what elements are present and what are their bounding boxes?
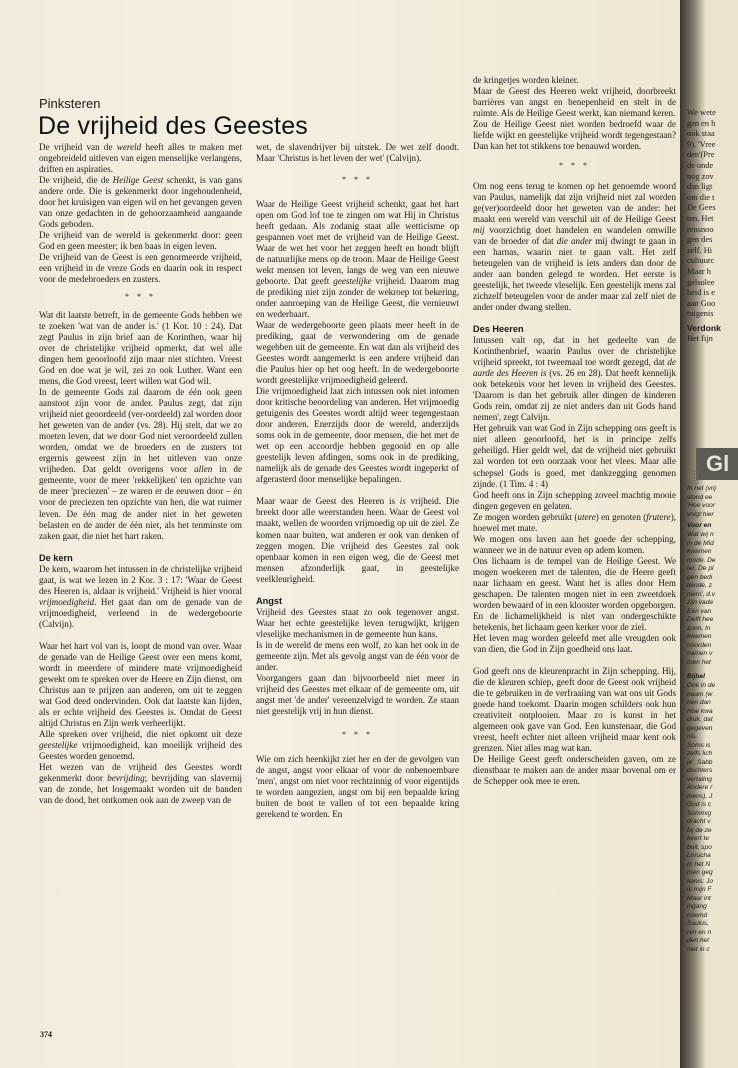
paragraph: de kringetjes worden kleiner. [473,75,579,85]
paragraph: Vrijheid des Geestes staat zo ook tegenover angst. Waar het echte geestelijke leven terugwijkt, krijgen vleselijke mechanismen in de gemeente hun kans. [256,606,459,639]
adjacent-text-line: gen en h [687,118,716,128]
paragraph: Ons lichaam is de tempel van de Heilige Geest. We mogen woekeren met de talenten, die de Heere geeft naar lichaam en geest. Want het is alles door Hem geschapen. De talenten mogen niet in een zweetdoek worden bewaard of in een klooster worden opgeborgen. En de lichamelijkheid is niet van ondergeschikte betekenis, het lichaam geen kerker voor de ziel. [473,555,676,632]
section-divider: * * * [342,729,373,739]
halftone-dots [690,470,698,484]
paragraph: De vrijheid van de Geest is een genormeerde vrijheid, een vrijheid in de vreze Gods en daarin ook in respect voor de medebroeders en zusters. [39,252,242,285]
adjacent-text-line: Lorucha [687,852,711,859]
adjacent-text-line: toen het [687,658,711,666]
column-1 [39,142,242,806]
adjacent-text-line: zijn vade [687,599,714,606]
adjacent-text-line: 9). 'Vree [687,139,716,149]
adjacent-text-line: dracht v [687,818,711,825]
paragraph: Wie om zich heenkijkt ziet her en der de gevolgen van de angst, angst voor elkaar of voor de onbenoembare 'men', angst om niet voor rechtzinnig of voor eigentijds te worden aangezien, angst om bij een bepaalde kring buiten de boot te vallen of tot een bepaalde kring gerekend te worden. En [256,753,459,819]
adjacent-text-line: In het N [687,860,711,868]
adjacent-text-line: zoon. In [687,624,711,632]
adjacent-text-line: gegeven [687,724,713,732]
adjacent-text-line: kwamen [687,633,712,640]
adjacent-text-line: dan ligt [687,182,713,192]
adjacent-text-line: tuigenis [687,309,714,319]
adjacent-text-line: om die t [687,192,715,202]
adjacent-text-line: keert te [687,835,709,842]
adjacent-text-line: We wete [687,108,716,117]
paragraph: Ze mogen worden gebruikt (utere) en genoten (frutere), hoewel met mate. [473,511,676,533]
adjacent-text-line: de onde [687,160,714,170]
paragraph: God heeft ons in Zijn schepping zoveel machtig mooie dingen gegeven en gelaten. [473,489,676,511]
adjacent-text-line: den het [687,937,709,944]
adjacent-text-line: bij de ze [687,826,712,834]
adjacent-text-line: den'(Pre [687,150,715,160]
paragraph: De vrijheid van de wereld heeft alles te maken met ongebreideld uitleven van eigen menselijke verlangens, driften en aspiraties. [39,142,242,175]
adjacent-intro [687,485,738,519]
adjacent-text-line: zelfs lich [687,750,713,757]
adjacent-text-line: In het (vrij [687,485,716,492]
adjacent-subheading-verdonk: Verdonk [687,323,721,333]
page-number: 374 [40,1030,52,1039]
adjacent-text-line: is mijn F [687,886,712,893]
paragraph: De vrijheid van de wereld is gekenmerkt door: geen God en geen meester; ik ben baas in eigen leven. [39,230,242,252]
adjacent-text-line: ingang [687,903,707,910]
adjacent-text-line: Maar h [687,266,711,276]
adjacent-text-line: Delft hee [687,616,714,623]
adjacent-text-line: nog zov [687,171,714,181]
adjacent-text-line: heid is e [687,288,715,298]
adjacent-text-line: ren en n [687,928,712,936]
adjacent-text-line: Hoe kwa [687,707,713,715]
adjacent-text-line: naam (w [687,690,713,698]
paragraph: Het gebruik van wat God in Zijn schepping ons geeft is niet alleen geoorloofd, het is in principe zelfs geheiligd. Hier geldt wel, dat de vrijheid niet gebruikt zal worden tot een oorzaak voor het vlees. Maar alle schepsel Gods is goed, met dankzegging genomen zijnde. (1 Tim. 4 : 4) [473,423,676,489]
adjacent-text-line: buit, spo [687,843,712,851]
paragraph: Intussen valt op, dat in het gedeelte van de Korinthenbrief, waarin Paulus over de christelijke vrijheid spreekt, tot tweemaal toe wordt gezegd, dat de aarde des Heeren is (vs. 26 en 28). Dat heeft kennelijk ook betekenis voor het leven in vrijheid des Geestes. 'Daarom is dan het gebruik aller dingen de kinderen Gods rein, omdat zij ze niet anders dan uit Gods hand nemen', zegt Calvijn. [473,335,676,423]
adjacent-heading-box [696,448,738,480]
section-divider: * * * [342,175,373,185]
subheading-des-heeren: Des Heeren [473,324,524,335]
adjacent-text-line: cultuurc [687,256,715,266]
adjacent-text-line: nen dan [687,699,711,706]
adjacent-text-line: noemd [687,911,708,919]
adjacent-text-line: niet in c [687,945,710,953]
section-divider: * * * [125,292,156,302]
adjacent-text-line: zelf. Hi [687,245,713,255]
adjacent-text-line: God is c [687,801,712,808]
paragraph: Waar de wedergeboorte geen plaats meer heeft in de prediking, gaat de verwondering om de genade wegebben uit de gemeente. En wat dan als vrijheid des Geestes wordt aangemerkt is een andere vrijheid dan die Paulus hier op het oog heeft. In de wedergeboorte wordt geestelijke vrijmoedigheid geleerd. [256,320,459,386]
section-divider: * * * [559,161,590,171]
section-label: Pinksteren [39,96,101,111]
adjacent-text-line: niem', d.v [687,590,716,598]
paragraph: De vrijheid, die de Heilige Geest schenkt, is van gans andere orde. Die is gekenmerkt door ingehoudenheid, door het kruisigen van eigen wil en het gevangen geven van onze gedachten in de gehoorzaamheid aangaande Gods geboden. [39,175,243,230]
paragraph: Het leven mag worden geleefd met alle vreugden ook van dien, die God in Zijn goedheid ons laat. [473,632,676,654]
adjacent-text-line: Ook in de [687,682,716,689]
adjacent-text-line: ter. De pl [687,565,714,572]
paragraph: Is in de wereld de mens een wolf, zo kan het ook in de gemeente zijn. Met als gevolg angst van de één voor de ander. [256,639,459,672]
adjacent-text-line: Andere r [687,784,713,791]
adjacent-text-line: noorden [687,641,712,649]
subheading-kern: De kern [39,552,73,563]
adjacent-text-line: nis. [687,733,698,740]
paragraph: God geeft ons de kleurenpracht in Zijn schepping. Hij, die de kleuren schiep, geeft door de Geest ook vrijheid die te gebruiken in de verfraaiing van wat ons uit Gods goede hand toekomt. Daarin mogen schilders ook hun creativiteit ontplooien. Maar zo is kunst in het algemeen ook gave van God. Een kunstenaar, die God vreest, heeft echter niet alleen vrijheid maar kent ook grenzen. Niet alles mag wat kan. [473,665,676,753]
adjacent-text-line: druk, dat [687,716,713,723]
paragraph: Alle spreken over vrijheid, die niet opkomt uit deze geestelijke vrijmoedigheid, kan moeilijk vrijheid des Geestes worden genoemd. [39,728,242,761]
adjacent-subheading-voor-en: Voor en [687,522,712,529]
adjacent-subheading-bijbel: Bijbel [687,673,705,680]
adjacent-text-line: ten. Het [687,213,714,223]
adjacent-text-line: in de Mid [687,539,714,547]
adjacent-text-line: stond ee [687,493,713,501]
paragraph: De kern, waarom het intussen in de christelijke vrijheid gaat, is wat we lezen in 2 Kor. 3 : 17: 'Waar de Geest des Heeren is, aldaar is vrijheid.' Vrijheid is hier vooral vrijmoedigheid. Het gaat dan om de genade van de vrijmoedigheid, verleend in de wedergeboorte (Calvijn). [39,563,242,629]
adjacent-text-line: 'Hoe voor [687,502,716,509]
adjacent-text-line: rensnoo [687,224,714,234]
adjacent-column-2 [687,531,738,667]
adjacent-text-line: je', Sabb [687,758,713,766]
adjacent-text-line: vertaling [687,775,712,783]
adjacent-text-line: aan Goo [687,298,716,308]
adjacent-text-line: kenis: Jo [687,877,714,885]
paragraph: In de gemeente Gods zal daarom de één ook geen aanstoot zijn voor de ander. Paulus zegt, dat zijn vrijheid niet geoordeeld (ver-oordeeld) zal worden door het geweten van de ander (vs. 28). Hij stelt, dat we zo moeten leven, dat we door God niet veroordeeld zullen worden, omdat we de broeders en de zusters tot ergernis geweest zijn in het uitleven van onze vrijheden. Dat geldt overigens voor allen in de gemeente, voor de meer 'rekkelijken' ten opzichte van de meer 'preciezen' – ze waren er de eeuwen door – én voor de preciezen ten opzichte van hen, die wat ruimer leven. De één mag de ander niet in het geweten belasten en de ander de één niet, als het tenminste om zaken gaat, die niet het hart raken. [39,387,242,541]
adjacent-text-line: dochters [687,767,713,774]
paragraph: Wat dit laatste betreft, in de gemeente Gods hebben we te zoeken 'wat van de ander is.' (1 Kor. 10 : 24). Dat zegt Paulus in zijn brief aan de Korinthen, waar hij over de christelijke vrijheid opmerkt, dat wel alle dingen hem geoorloofd zijn maar niet stichten. Vreest God en doe wat je wil, zei zo ook Luther. Want een mens, die God vreest, leert willen wat God wil. [39,310,242,387]
adjacent-line: Het fijn [687,334,713,343]
adjacent-text-line: Eén van [687,607,712,615]
paragraph: Het wezen van de vrijheid des Geestes wordt gekenmerkt door bevrijding; bevrijding van slavernij van de zonde, het losgemaakt worden uit de banden van de dood, het ontkomen ook aan de zweep van de [39,761,243,805]
adjacent-text-line: mode. De [687,556,716,564]
adjacent-text-line: mens), J [687,792,713,800]
adjacent-column-3 [687,682,738,954]
adjacent-text-line: De Gees [687,203,716,213]
paragraph: Om nog eens terug te komen op het genoemde woord van Paulus, namelijk dat zijn vrijheid niet zal worden ge(ver)oordeeld door het geweten van de ander: het maakt een wereld van verschil uit of de Heilige Geest mij voorzichtig doet handelen en wandelen omwille van de broeder of dat die ander mij dwingt te gaan in een harnas, waarin niet te gaan valt. Het zelf beteugelen van de vrijheid is iets anders dan door de ander aan banden gelegd te worden. Het eerste is geestelijk, het tweede vleselijk. Een geestelijk mens zal zichzelf beteugelen voor de ander maar zal zelf niet de ander onder dwang stellen. [473,181,676,313]
adjacent-text-line: gelsolee [687,277,715,287]
column-3 [473,75,676,787]
adjacent-text-line: gen bedi [687,573,713,581]
paragraph: Maar de Geest des Heeren wekt vrijheid, doorbreekt barrières van angst en benepenheid en stelt in de ruimte. Als de Heilige Geest werkt, kan niemand keren. [473,86,676,119]
paragraph: De Heilige Geest geeft onderscheiden gaven, om ze dienstbaar te maken aan de ander maar bovenal om er de Schepper ook mee te eren. [473,753,676,786]
adjacent-text-line: namen v [687,650,713,657]
paragraph: wet, de slavendrijver bij uitstek. De wet zelf doodt. Maar 'Christus is het leven der wet' (Calvijn). [256,142,459,164]
adjacent-text-line: tiende, z [687,582,712,589]
adjacent-text-line: Wat wij n [687,531,714,538]
adjacent-text-line: kwamen [687,548,712,555]
column-2 [256,142,459,820]
adjacent-text-line: gen des [687,235,713,245]
adjacent-text-line: ook staa [687,129,715,139]
paragraph: Waar het hart vol van is, loopt de mond van over. Waar de genade van de Heilige Geest over een mens komt, wordt in meerdere of mindere mate vrijmoedigheid gewekt om te spreken over de Heere en Zijn dienst, om Christus aan te prijzen aan anderen, om uit te zeggen wat God deed ondervinden. Ook dat laatste kan lijden, als er echte vrijheid des Geestes is. Omdat de Geest altijd Christus en Zijn werk verheerlijkt. [39,640,242,728]
article-title: De vrijheid des Geestes [38,112,309,140]
subheading-angst: Angst [256,595,283,606]
paragraph: We mogen ons laven aan het goede der schepping, wanneer we in de natuur even op adem komen. [473,533,676,555]
paragraph: Die vrijmoedigheid laat zich intussen ook niet intomen door kritische beoordeling van anderen. Het vrijmoedig getuigenis des Geestes wordt altijd weer tegengestaan door anderen. Enerzijds door de wereld, anderzijds soms ook in de gemeente, door mensen, die het met de wet op een accoordje hebben gegooid en op alle geestelijk leven afdingen, soms ook in de prediking, namelijk als de genade des Geestes wordt ingeperkt of afgerasterd door menselijke bepalingen. [256,386,459,485]
adjacent-heading-text: Gl [706,451,730,476]
adjacent-text-line: men geg [687,869,713,876]
adjacent-page-column [687,108,738,320]
paragraph: Maar waar de Geest des Heeren is is vrijheid. Die breekt door alle weerstanden heen. Waar de Geest vol maakt, wellen de woorden vrijmoedig op uit de ziel. Ze komen naar buiten, wat anderen er ook van denken of zeggen mogen. Die vrijheid des Geestes zal ook openbaar komen in een eigen weg, die de Geest met mensen afzonderlijk gaat, in geestelijke veelkleurigheid. [256,496,459,584]
paragraph: Waar de Heilige Geest vrijheid schenkt, gaat het hart open om God lof toe te zingen om wat Hij in Christus heeft gedaan. Als zodanig staat alle wetticisme op gespannen voet met de vrijheid van de Heilige Geest. Waar de wet het voor het zeggen heeft en houdt blijft de natuurlijke mens op de troon. Maar de Heilige Geest wekt mensen tot leven, langs de weg van een nieuwe geboorte. Dat geeft geestelijke vrijheid. Daarom mag de prediking niet zijn zonder de wekroep tot bekering, onder aanroeping van de Heilige Geest, die vernieuwt en wederbaart. [256,199,460,320]
adjacent-text-line: volgt hier [687,510,714,518]
adjacent-text-line: Sommig [687,809,712,817]
paragraph: Zou de Heilige Geest niet worden bedroefd waar de liefde wijkt en geestelijke vrijheid wordt tegengestaan? Dan kan het tot stikkens toe benauwd worden. [473,119,676,152]
paragraph: Voorgangers gaan dan bijvoorbeeld niet meer in vrijheid des Geestes met elkaar of de gemeente om, uit angst met 'de ander' vereenzelvigd te worden. Ze staan niet geestelijk vrij in hun dienst. [256,672,459,716]
adjacent-text-line: Soms is [687,741,711,749]
adjacent-text-line: Saulus, [687,920,709,927]
adjacent-text-line: Maar int [687,894,711,902]
